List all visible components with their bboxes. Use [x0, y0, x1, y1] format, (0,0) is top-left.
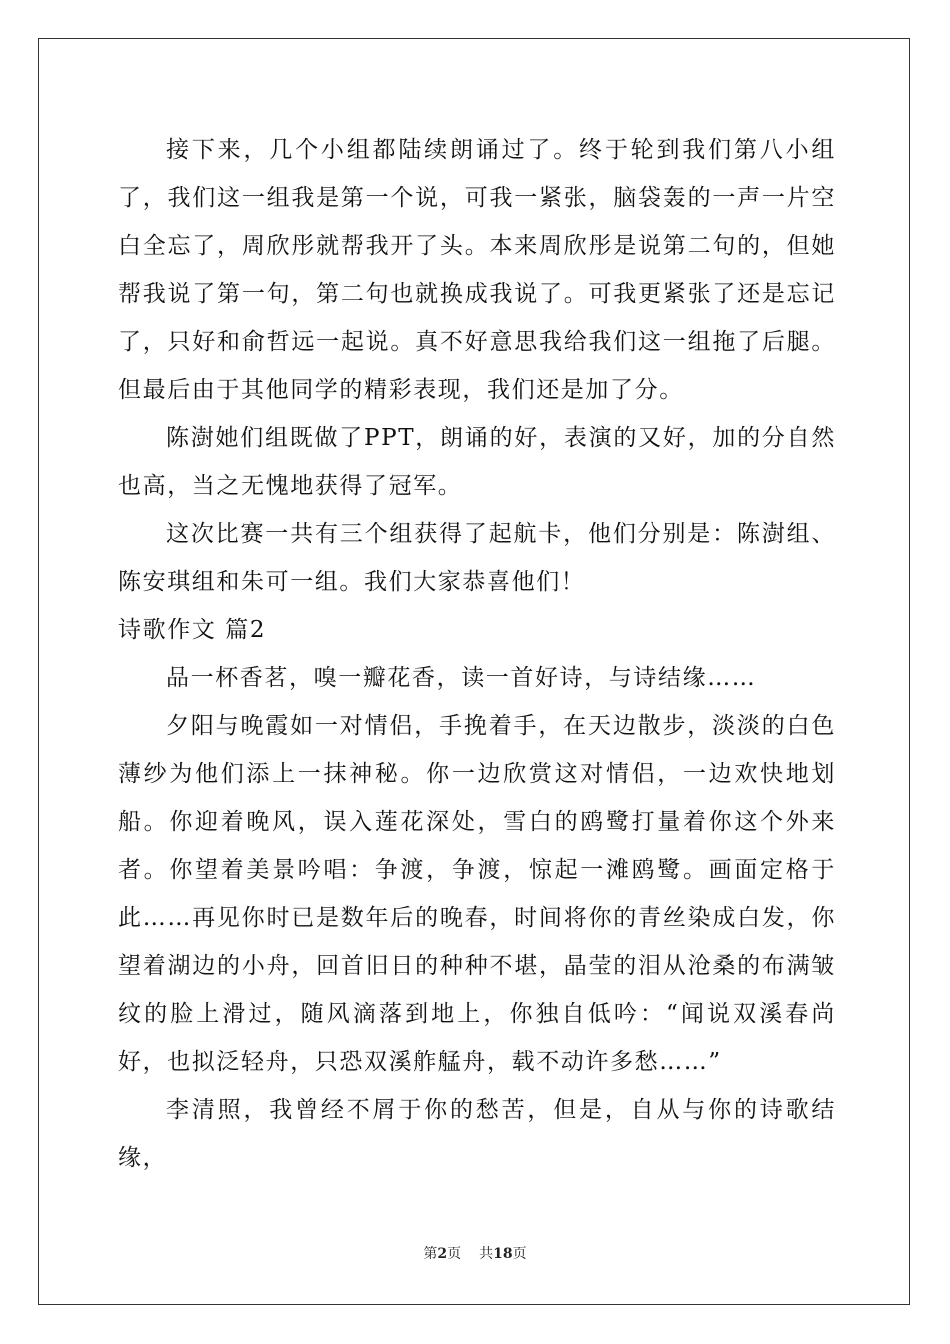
footer-total-suffix: 页 [512, 1246, 527, 1262]
paragraph-5: 夕阳与晚霞如一对情侣，手挽着手，在天边散步，淡淡的白色薄纱为他们添上一抹神秘。你一边欣赏这对情侣，一边欢快地划船。你迎着晚风，误入莲花深处，雪白的鸥鹭打量着你这个外来者。你望着美景吟唱：争渡，争渡，惊起一滩鸥鹭。画面定格于此……再见你时已是数年后的晚春，时间将你的青丝染成白发，你望着湖边的小舟，回首旧日的种种不堪，晶莹的泪从沧桑的布满皱纹的脸上滑过，随风滴落到地上，你独自低吟：“闻说双溪春尚好，也拟泛轻舟，只恐双溪舴艋舟，载不动许多愁……” [118, 713, 836, 1075]
paragraph-4: 品一杯香茗，嗅一瓣花香，读一首好诗，与诗结缘…… [166, 665, 757, 691]
footer-total-pages: 18 [493, 1246, 513, 1262]
document-body [118, 126, 836, 1182]
paragraph-2: 陈澍她们组既做了PPT，朗诵的好，表演的又好，加的分自然也高，当之无愧地获得了冠军。 [118, 425, 836, 499]
footer-prefix: 第 [423, 1246, 438, 1262]
section-heading: 诗歌作文 篇2 [118, 617, 267, 643]
paragraph-6: 李清照，我曾经不屑于你的愁苦，但是，自从与你的诗歌结缘， [118, 1097, 836, 1171]
paragraph-1: 接下来，几个小组都陆续朗诵过了。终于轮到我们第八小组了，我们这一组我是第一个说，可我一紧张，脑袋轰的一声一片空白全忘了，周欣彤就帮我开了头。本来周欣彤是说第二句的，但她帮我说了第一句，第二句也就换成我说了。可我更紧张了还是忘记了，只好和俞哲远一起说。真不好意思我给我们这一组拖了后腿。但最后由于其他同学的精彩表现，我们还是加了分。 [118, 137, 836, 403]
page-footer [0, 1244, 950, 1264]
footer-page-number: 2 [437, 1246, 448, 1262]
footer-page-suffix: 页 [447, 1246, 462, 1262]
footer-total-prefix: 共 [479, 1246, 494, 1262]
paragraph-3: 这次比赛一共有三个组获得了起航卡，他们分别是：陈澍组、陈安琪组和朱可一组。我们大家恭喜他们！ [118, 521, 836, 595]
